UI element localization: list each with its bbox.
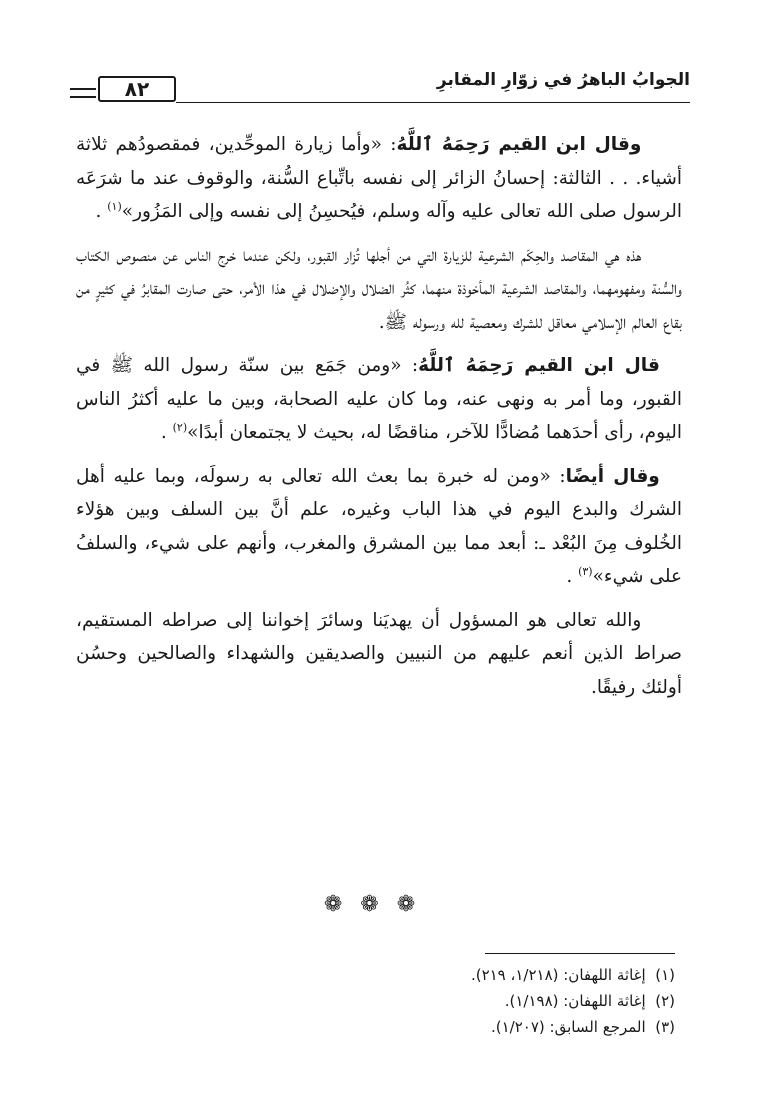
page-number: ٨٢	[124, 77, 150, 101]
paragraph-1	[76, 128, 682, 229]
paragraph-text: : «وأما زيارة الموحِّدين، فمقصودُهم ثلاثة أشياء. . . الثالثة: إحسانُ الزائر إلى نفسه باتِّباع السُّنة، والوقوف عند ما شرَعَه الرسول صلى الله تعالى عليه وآله وسلم، فيُحسِنُ إلى نفسه وإلى المَزُور»	[76, 134, 682, 222]
body-text	[76, 128, 682, 714]
header-ornament-dash	[70, 88, 96, 98]
footnote-ref[interactable]: (١)	[107, 199, 122, 213]
footnote-ref[interactable]: (٢)	[172, 420, 188, 434]
paragraph-4	[76, 460, 682, 594]
paragraph-text: : «ومن له خبرة بما بعث الله تعالى به رسولَه، وبما عليه أهل الشرك والبدع اليوم في هذا الباب وغيره، علم أنَّ بين السلف وبين هؤلاء الخُلوف مِنَ البُعْد ـ: أبعد مما بين المشرق والمغرب، وأنهم على شيء، والسلفُ على شيء»	[76, 465, 682, 587]
paragraph-text: هذه هي المقاصد والحِكَم الشرعية للزيارة التي من أجلها تُزار القبور، ولكن عندما خرج الناس عن منصوص الكتاب والسُّنة ومفهومهما، والمقاصد الشرعية المأخوذة منهما، كثُر الضلال والإضلال في هذا الأمر، حتى صارت المقابرُ في كثيرٍ من بقاع العالم الإسلامي معاقل للشرك ومعصية لله ورسوله ﷺ.	[76, 244, 682, 333]
paragraph-tail: .	[95, 201, 108, 222]
paragraph-lead: قال ابن القيم رَحِمَهُ ٱللَّهُ	[418, 355, 660, 376]
page-number-box	[98, 76, 176, 102]
footnote-rule	[485, 953, 675, 954]
footnote-number: (١)	[655, 966, 675, 984]
footnote-text: المرجع السابق: (١/٢٠٧).	[491, 1018, 646, 1036]
running-title: الجوابُ الباهرُ في زوّارِ المقابرِ	[436, 70, 690, 90]
page-header	[70, 62, 690, 112]
footnote-text: إغاثة اللهفان: (١/١٩٨).	[504, 992, 646, 1010]
paragraph-lead: وقال أيضًا	[565, 465, 660, 487]
footnote-text: إغاثة اللهفان: (١/٢١٨، ٢١٩).	[470, 966, 646, 984]
header-rule	[176, 102, 690, 103]
paragraph-5	[76, 604, 682, 705]
paragraph-tail: .	[566, 566, 579, 587]
paragraph-lead: وقال ابن القيم رَحِمَهُ ٱللَّهُ	[396, 134, 642, 155]
footnote-number: (٢)	[655, 992, 675, 1010]
footnote-number: (٣)	[655, 1018, 675, 1036]
footnote-1	[275, 962, 675, 988]
footnote-3	[275, 1014, 675, 1040]
footnote-2	[275, 988, 675, 1014]
paragraph-2	[76, 239, 682, 340]
paragraph-3	[76, 349, 682, 450]
paragraph-tail: .	[160, 422, 173, 443]
paragraph-text: والله تعالى هو المسؤول أن يهديَنا وسائرَ إخواننا إلى صراطه المستقيم، صراط الذين أنعم عليهم من النبيين والصديقين والشهداء والصالحين وحسُن أولئك رفيقًا.	[76, 609, 682, 698]
footnote-ref[interactable]: (٣)	[578, 564, 593, 578]
footnotes	[275, 962, 675, 1040]
paragraph-text: : «ومن جَمَع بين سنّة رسول الله ﷺ في القبور، وما أمر به ونهى عنه، وما كان عليه الصحابة، وبين ما عليه أكثرُ الناس اليوم، رأى أحدَهما مُضادًّا للآخر، مناقضًا له، بحيث لا يجتمعان أبدًا»	[76, 355, 682, 443]
section-ornaments: ❁❁❁	[323, 892, 434, 917]
